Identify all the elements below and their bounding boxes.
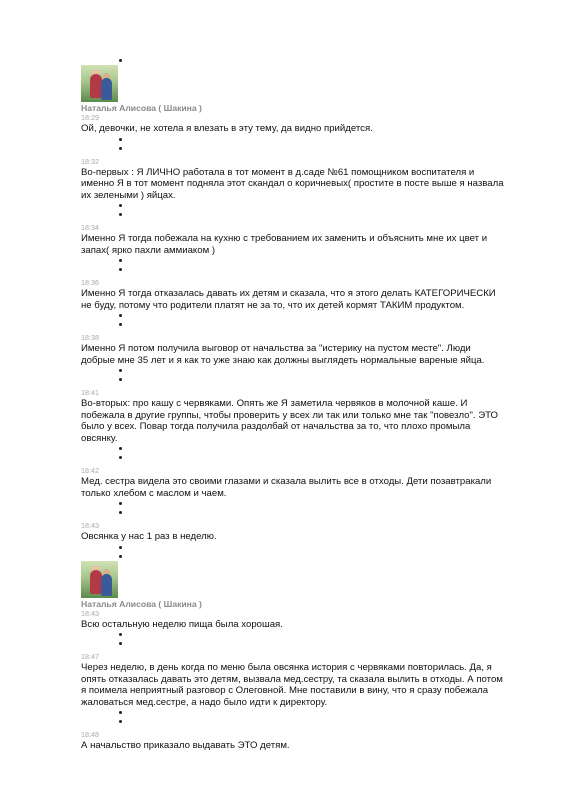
message-line: Ой, девочки, не хотела я влезать в эту тему, да видно прийдется. (81, 123, 373, 134)
message-text (81, 619, 531, 631)
message-line: опять отказалась давать это детям, вызвала мед.сестру, та сказала вылить в отходы. А потом (81, 673, 503, 685)
list-bullet (81, 543, 531, 552)
message-text (81, 740, 531, 752)
author-name: Наталья Алисова ( Шакина ) (81, 598, 202, 609)
message-feed (81, 56, 531, 752)
message-line: Во-первых : Я ЛИЧНО работала в тот момент в д.саде №61 помощником воспитателя и (81, 166, 475, 178)
message-text (81, 398, 531, 444)
message-text (81, 167, 531, 202)
message-line: запах( ярко пахли аммиаком ) (81, 244, 216, 256)
list-bullet (81, 56, 531, 65)
message-time: 18:48 (81, 730, 99, 739)
message-text (81, 476, 531, 499)
message-line: было у всех. Повар тогда получила раздолбай от начальства за то, что плохо промыла (81, 421, 471, 432)
message-line: только хлебом с маслом и чаем. (81, 487, 227, 499)
message-time: 18:32 (81, 156, 99, 166)
list-bullet (81, 639, 531, 648)
message-line: Во-вторых: про кашу с червяками. Опять же Я заметила червяков в молочной каше. И (81, 398, 468, 409)
message-line: овсянку. (81, 432, 118, 444)
list-bullet (81, 311, 531, 320)
message-item (81, 630, 531, 708)
list-bullet (81, 144, 531, 153)
author-name: Наталья Алисова ( Шакина ) (81, 103, 202, 113)
message-time: 18:43 (81, 521, 99, 530)
message-text (81, 123, 531, 135)
message-line: я поимела неприятный разговор с Олеговной. Мне поставили в вину, что я сразу побежала (81, 685, 489, 696)
message-line: Именно Я потом получила выговор от начальства за "истерику на пустом месте". Люди (81, 343, 471, 354)
list-bullet (81, 552, 531, 561)
list-bullet (81, 135, 531, 144)
message-line: Всю остальную неделю пища была хорошая. (81, 618, 283, 630)
message-item (81, 135, 531, 202)
list-bullet (81, 444, 531, 453)
message-time: 18:38 (81, 333, 99, 342)
message-item (81, 543, 531, 631)
message-item (81, 56, 531, 135)
avatar (81, 65, 118, 102)
message-time: 18:42 (81, 466, 99, 475)
list-bullet (81, 320, 531, 329)
message-text (81, 343, 531, 366)
message-line: Именно Я тогда побежала на кухню с требованием их заменить и объяснить мне их цвет и (81, 233, 488, 244)
message-line: Овсянка у нас 1 раз в неделю. (81, 531, 217, 542)
message-item (81, 499, 531, 543)
message-time: 18:41 (81, 388, 99, 397)
message-line: жаловаться мед.сестре, а надо было идти к директору. (81, 696, 328, 708)
message-item (81, 311, 531, 366)
list-bullet (81, 499, 531, 508)
message-line: А начальство приказало выдавать ЭТО детям. (81, 740, 290, 751)
message-text (81, 662, 531, 708)
message-time: 18:36 (81, 278, 99, 287)
message-text (81, 531, 531, 543)
message-time: 18:34 (81, 223, 99, 232)
list-bullet (81, 210, 531, 219)
list-bullet (81, 708, 531, 717)
message-text (81, 233, 531, 256)
list-bullet (81, 375, 531, 384)
message-line: Через неделю, в день когда по меню была овсянка история с червяками повторилась. Да, я (81, 662, 492, 673)
message-time: 18:29 (81, 113, 99, 122)
message-line: Именно Я тогда отказалась давать их детям и сказала, что я этого делать КАТЕГОРИЧЕСКИ (81, 288, 496, 299)
message-item (81, 366, 531, 444)
message-time: 18:43 (81, 608, 99, 618)
message-item (81, 444, 531, 499)
list-bullet (81, 717, 531, 726)
message-text (81, 288, 531, 311)
message-line: именно Я в тот момент подняла этот скандал о коричневых( простите в посте выше я назвала (81, 178, 504, 189)
list-bullet (81, 201, 531, 210)
message-line: побежала в другие группы, чтобы проверить у всех ли так или только мне так "повезло". ЭТО (81, 409, 499, 421)
list-bullet (81, 256, 531, 265)
message-item (81, 201, 531, 256)
avatar (81, 561, 118, 598)
message-item (81, 708, 531, 752)
message-line: их зелеными ) яйцах. (81, 189, 176, 201)
message-item (81, 256, 531, 311)
message-line: Мед. сестра видела это своими глазами и сказала вылить все в отходы. Дети позавтракали (81, 476, 492, 487)
list-bullet (81, 508, 531, 517)
list-bullet (81, 265, 531, 274)
list-bullet (81, 453, 531, 462)
list-bullet (81, 366, 531, 375)
message-line: добрые мне 35 лет и я как то уже знаю как должны выглядеть нормальные вареные яйца. (81, 354, 485, 366)
message-line: не буду, потому что родители платят не за то, что их детей кормят ТАКИМ продуктом. (81, 299, 465, 311)
message-time: 18:47 (81, 652, 99, 661)
list-bullet (81, 630, 531, 639)
